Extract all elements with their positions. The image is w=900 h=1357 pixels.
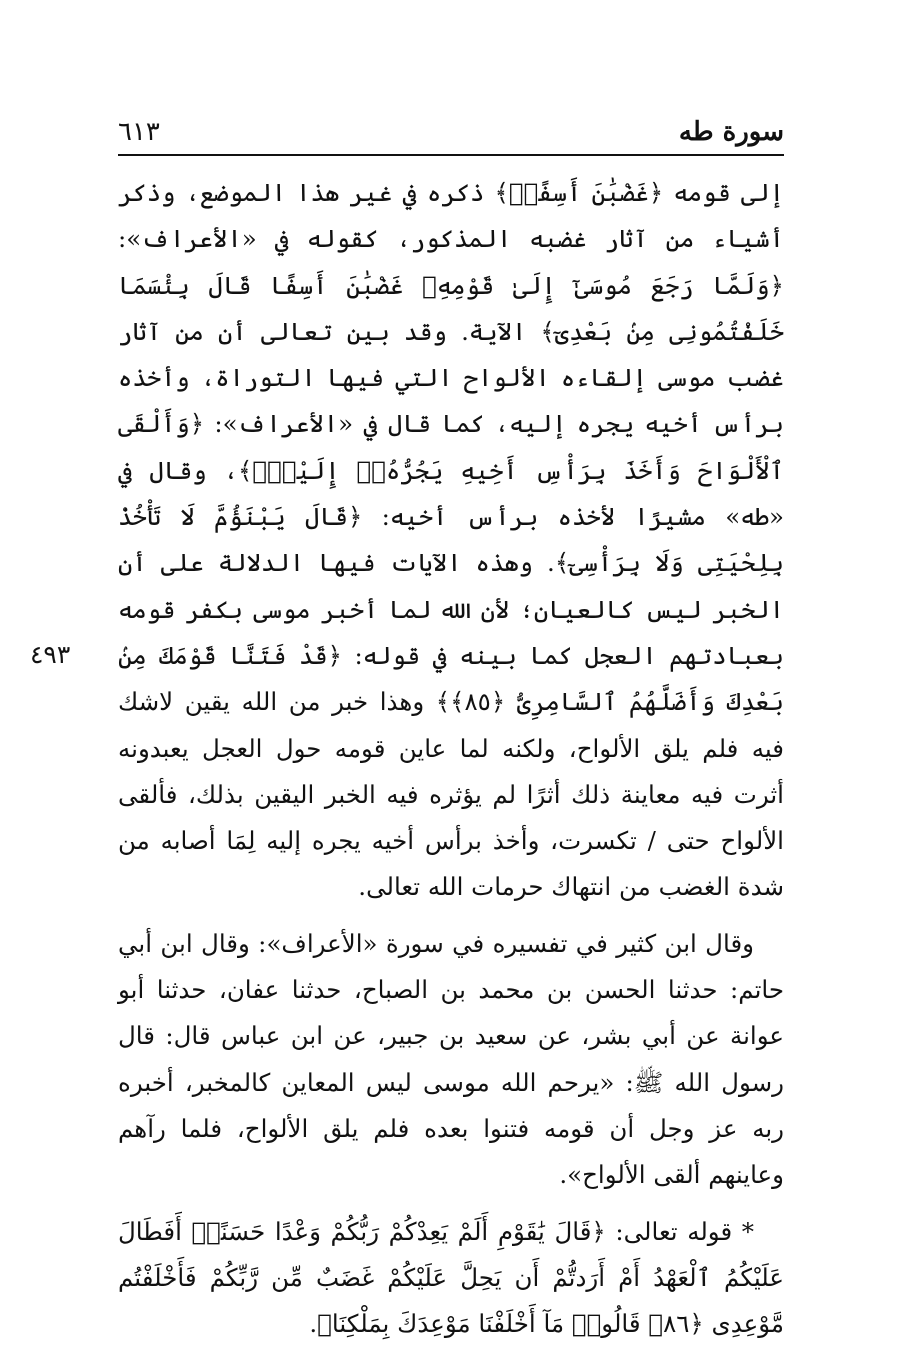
body-text: [118, 170, 784, 1357]
paragraph-3: * قوله تعالى: ﴿قَالَ يَٰقَوْمِ أَلَمْ يَعِدْكُمْ رَبُّكُمْ وَعْدًا حَسَنًاۚ أَفَطَالَ عَلَيْكُمُ ٱلْعَهْدُ أَمْ أَرَدتُّمْ أَن يَحِلَّ عَلَيْكُمْ غَضَبٌ مِّن رَّبِّكُمْ فَأَخْلَفْتُم مَّوْعِدِى ﴿٨٦﴾ قَالُوا۟ مَآ أَخْلَفْنَا مَوْعِدَكَ بِمَلْكِنَا﴾.: [118, 1216, 784, 1339]
paragraph-1: إلى قومه ﴿غَضْبَٰنَ أَسِفًاۚ﴾ ذكره في غير هذا الموضع، وذكر أشياء من آثار غضبه المذكور، كقوله في «الأعراف»: ﴿وَلَمَّا رَجَعَ مُوسَىٰٓ إِلَىٰ قَوْمِهِۦ غَضْبَٰنَ أَسِفًا قَالَ بِئْسَمَا خَلَفْتُمُونِى مِنۢ بَعْدِىٓ﴾ الآية. وقد بين تعالى أن من آثار غضب موسى إلقاءه الألواح التي فيها التوراة، وأخذه برأس أخيه يجره إليه، كما قال في «الأعراف»: ﴿وَأَلْقَى ٱلْأَلْوَاحَ وَأَخَذَ بِرَأْسِ أَخِيهِ يَجُرُّهُۥٓ إِلَيْهِۚ﴾، وقال في «طه» مشيرًا لأخذه برأس أخيه: ﴿قَالَ يَبْنَؤُمَّ لَا تَأْخُذْ بِلِحْيَتِى وَلَا بِرَأْسِىٓ﴾. وهذه الآيات فيها الدلالة على أن الخبر ليس كالعيان؛ لأن الله لما أخبر موسى بكفر قومه بعبادتهم العجل كما بينه في قوله: ﴿قَدْ فَتَنَّا قَوْمَكَ مِنۢ بَعْدِكَ وَأَضَلَّهُمُ ٱلسَّامِرِىُّ ﴿٨٥﴾﴾ وهذا خبر من الله يقين لاشك فيه فلم يلق الألواح، ولكنه لما عاين قومه حول العجل يعبدونه أثرت فيه معاينة ذلك أثرًا لم يؤثره فيه الخبر اليقين بذلك، فألقى الألواح حتى / تكسرت، وأخذ برأس أخيه يجره إليه لِمَا أصابه من شدة الغضب من انتهاك حرمات الله تعالى.: [118, 178, 785, 902]
page-number: ٦١٣: [118, 117, 160, 147]
header-divider: [118, 154, 784, 156]
surah-title: سورة طه: [678, 117, 784, 147]
margin-page-reference: ٤٩٣: [30, 640, 71, 669]
page-header: [118, 112, 784, 152]
paragraph-2: وقال ابن كثير في تفسيره في سورة «الأعراف»: وقال ابن أبي حاتم: حدثنا الحسن بن محمد بن الصباح، حدثنا عفان، حدثنا أبو عوانة عن أبي بشر، عن سعيد بن جبير، عن ابن عباس قال: قال رسول الله ﷺ: «يرحم الله موسى ليس المعاين كالمخبر، أخبره ربه عز وجل أن قومه فتنوا بعده فلم يلق الألواح، فلما رآهم وعاينهم ألقى الألواح».: [118, 928, 784, 1190]
